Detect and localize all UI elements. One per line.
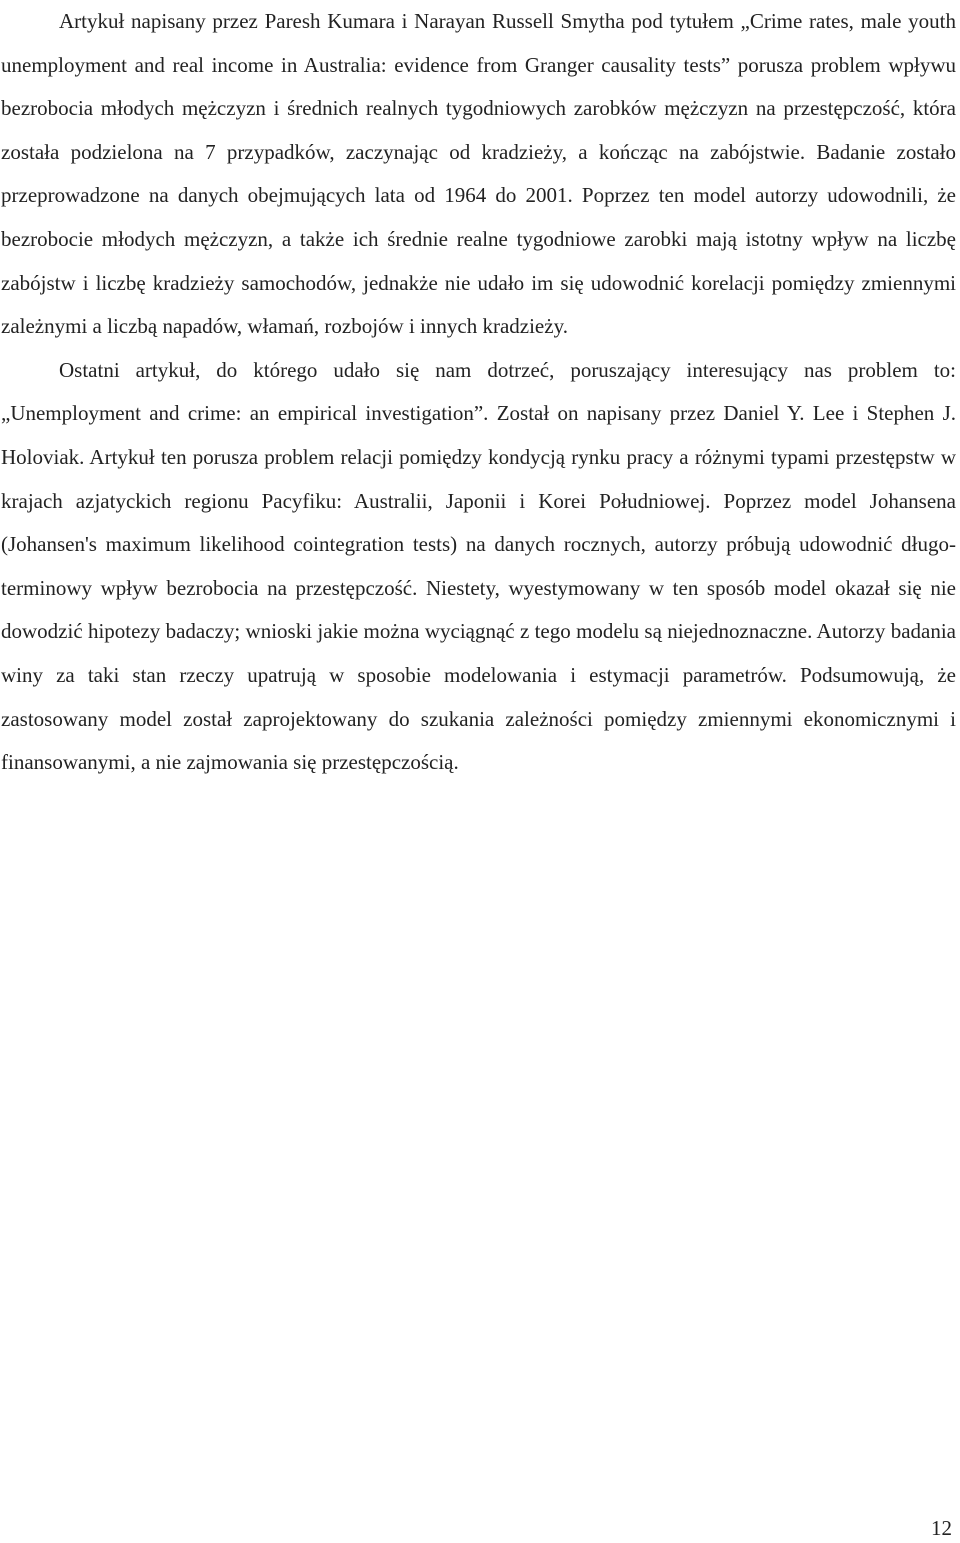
body-text — [1, 0, 956, 785]
paragraph-kumar-smyth: Artykuł napisany przez Paresh Kumara i Narayan Russell Smytha pod tytułem „Crime rates, male youth unemployment and real income in Australia: evidence from Granger causality tests” porusza problem wpływu bezrobocia młodych mężczyzn i średnich realnych tygodniowych zarobków mężczyzn na przestępczość, która została podzielona na 7 przypadków, zaczynając od kradzieży, a kończąc na zabójstwie. Badanie zostało przeprowadzone na danych obejmujących lata od 1964 do 2001. Poprzez ten model autorzy udowodnili, że bezrobocie młodych mężczyzn, a także ich średnie realne tygodniowe zarobki mają istotny wpływ na liczbę zabójstw i liczbę kradzieży samochodów, jednakże nie udało im się udowodnić korelacji pomiędzy zmiennymi zależnymi a liczbą napadów, włamań, rozbojów i innych kradzieży. — [1, 9, 956, 339]
paragraph-lee-holoviak: Ostatni artykuł, do którego udało się nam dotrzeć, poruszający interesujący nas problem to: „Unemployment and crime: an empirical investigation”. Został on napisany przez Daniel Y. Lee i Stephen J. Holoviak. Artykuł ten porusza problem relacji pomiędzy kondycją rynku pracy a różnymi typami przestępstw w krajach azjatyckich regionu Pacyfiku: Australii, Japonii i Korei Południowej. Poprzez model Johansena (Johansen's maximum likelihood cointegration tests) na danych rocznych, autorzy próbują udowodnić długo-terminowy wpływ bezrobocia na przestępczość. Niestety, wyestymowany w ten sposób model okazał się nie dowodzić hipotezy badaczy; wnioski jakie można wyciągnąć z tego modelu są niejednoznaczne. Autorzy badania winy za taki stan rzeczy upatrują w sposobie modelowania i estymacji parametrów. Podsumowują, że zastosowany model został zaprojektowany do szukania zależności pomiędzy zmiennymi ekonomicznymi i finansowanymi, a nie zajmowania się przestępczością. — [1, 357, 956, 775]
page-number: 12 — [931, 1516, 952, 1540]
